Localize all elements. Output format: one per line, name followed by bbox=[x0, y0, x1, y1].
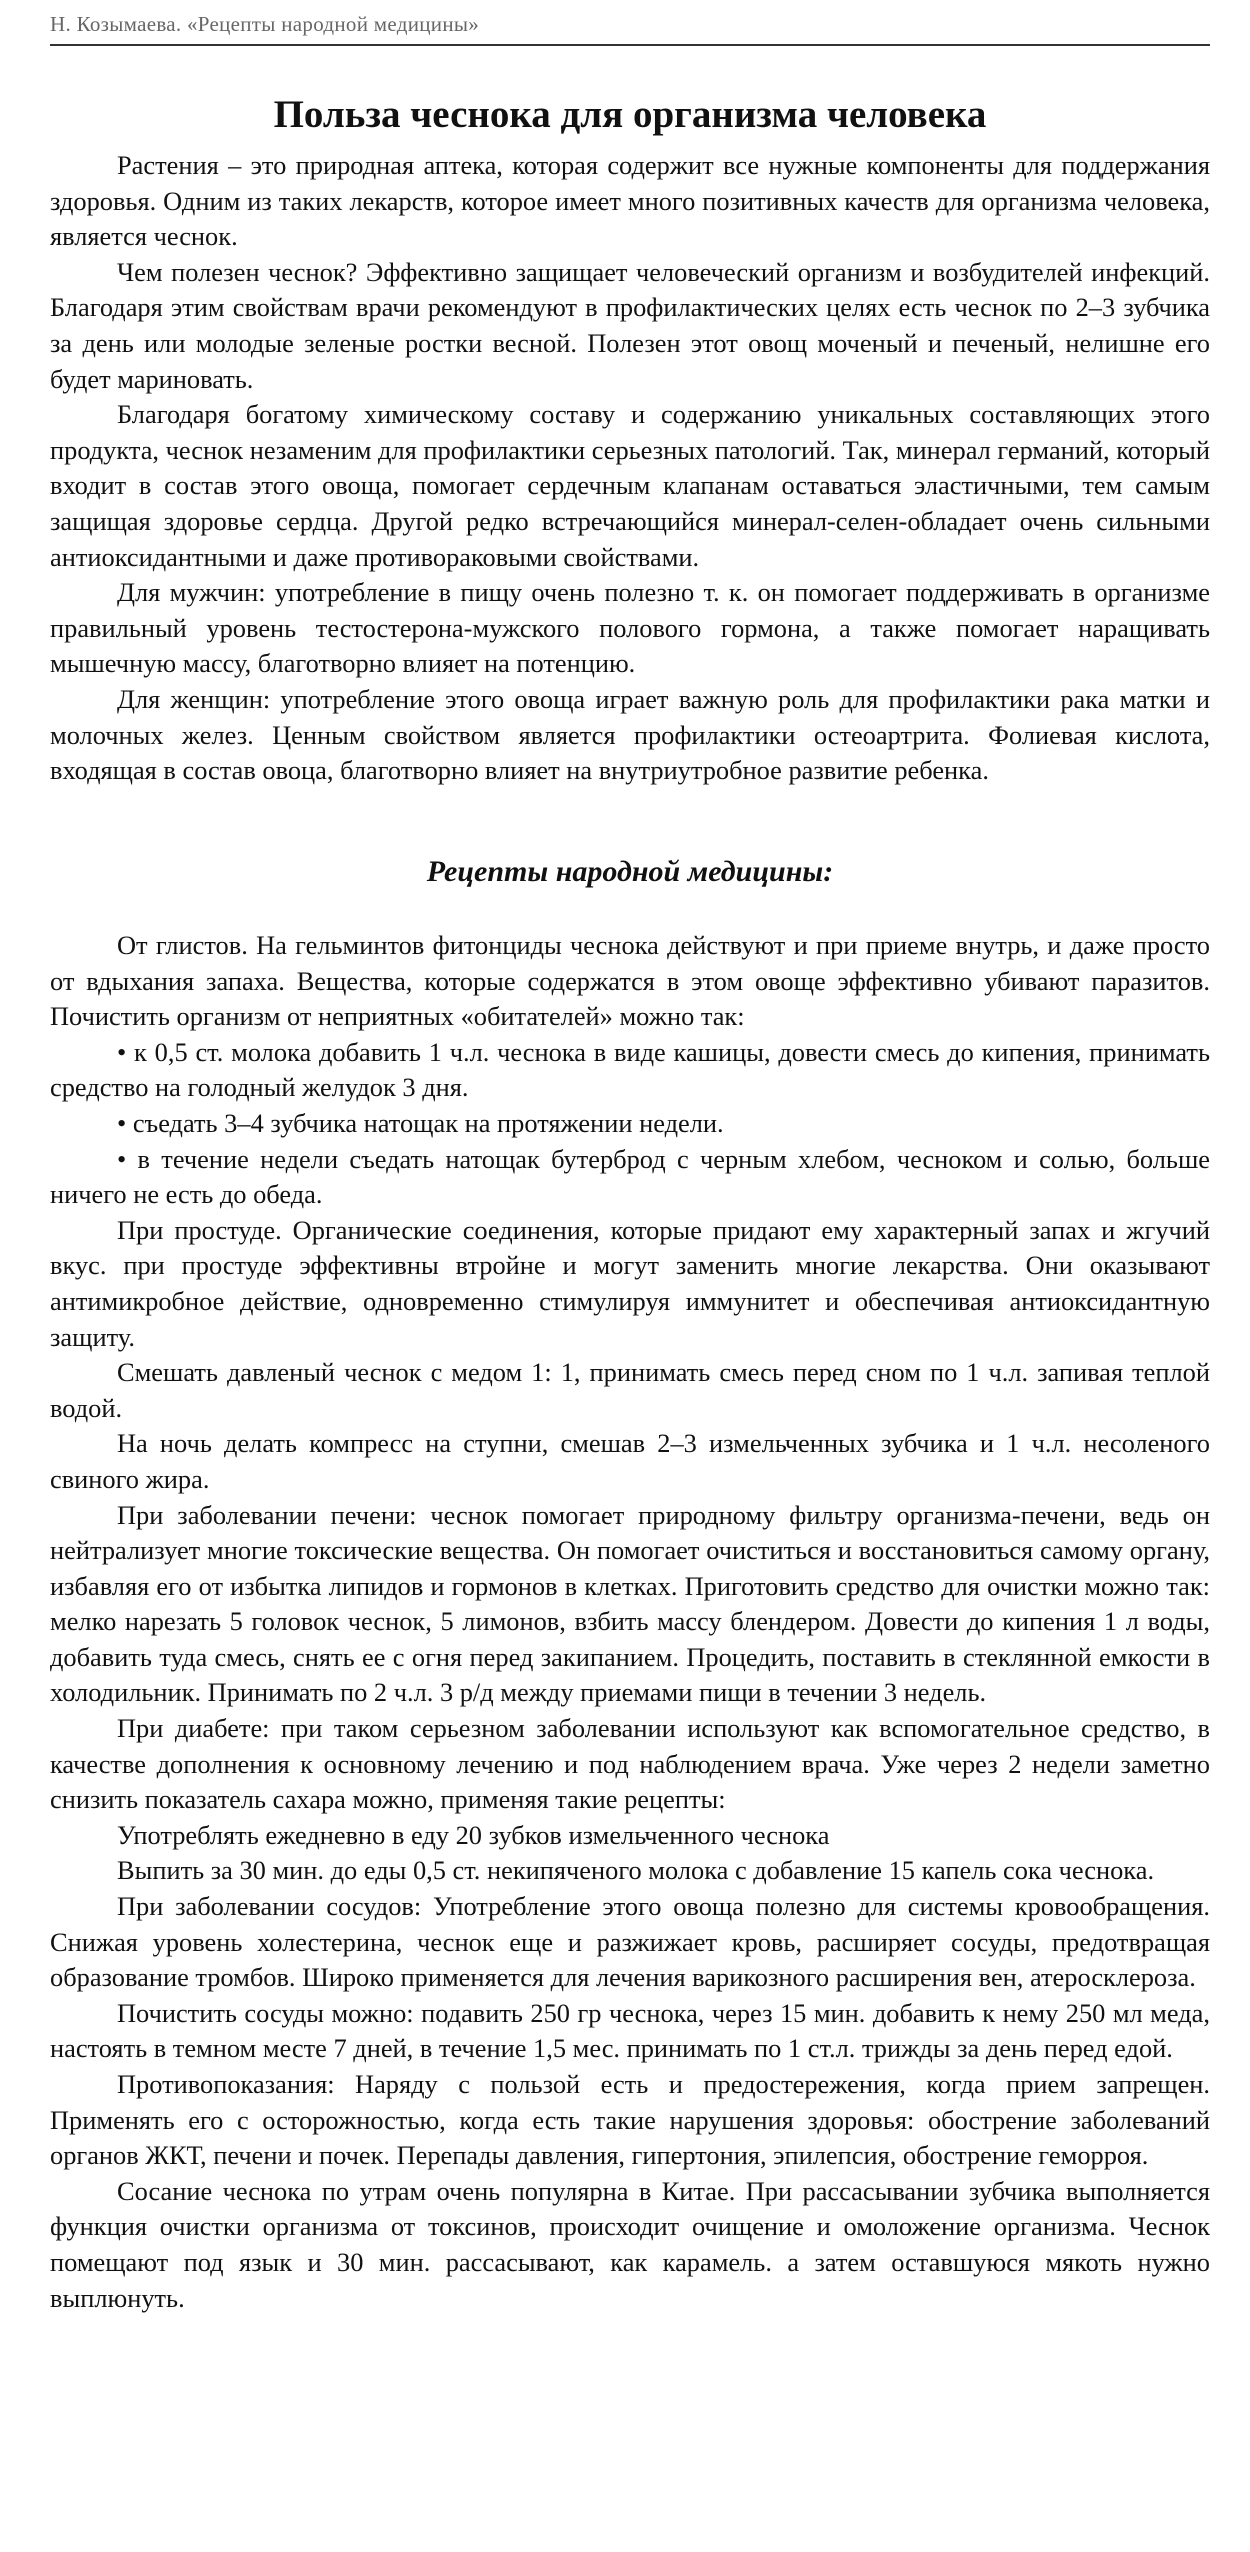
paragraph: Сосание чеснока по утрам очень популярна в Китае. При рассасывании зубчика выполняется функция очистки организма от токсинов, происходит очищение и омоложение организма. Чеснок помещают под язык и 30 мин. рассасывают, как карамель. а затем оставшуюся мякоть нужно выплюнуть. bbox=[50, 2175, 1210, 2313]
paragraph: Для мужчин: употребление в пищу очень полезно т. к. он помогает поддерживать в организме правильный уровень тестостерона-мужского полового гормона, а также помогает наращивать мышечную массу, благотворно влияет на потенцию. bbox=[50, 577, 1210, 679]
paragraph: Противопоказания: Наряду с пользой есть и предостережения, когда прием запрещен. Применять его с осторожностью, когда есть такие нарушения здоровья: обострение заболеваний органов ЖКТ, печени и почек. Перепады давления, гипертония, эпилепсия, обострение геморроя. bbox=[50, 2069, 1210, 2171]
section-heading: Рецепты народной медицины: bbox=[426, 855, 834, 888]
paragraph: Для женщин: употребление этого овоща играет важную роль для профилактики рака матки и молочных желез. Ценным свойством является профилактики остеоартрита. Фолиевая кислота, входящая в состав овоца, благотворно влияет на внутриутробное развитие ребенка. bbox=[50, 683, 1210, 786]
intro-section bbox=[50, 148, 1210, 789]
paragraph: Чем полезен чеснок? Эффективно защищает человеческий организм и возбудителей инфекций. Благодаря этим свойствам врачи рекомендуют в профилактических целях есть чеснок по 2–3 зубчика за день или молодые зеленые ростки весной. Полезен этот овощ моченый и печеный, нелишне его будет мариновать. bbox=[50, 256, 1210, 394]
paragraph: При диабете: при таком серьезном заболевании используют как вспомогательное средство, в качестве дополнения к основному лечению и под наблюдением врача. Уже через 2 недели заметно снизить показатель сахара можно, применяя такие рецепты: bbox=[50, 1713, 1210, 1815]
list-item: • к 0,5 ст. молока добавить 1 ч.л. чеснока в виде кашицы, довести смесь до кипения, принимать средство на голодный желудок 3 дня. bbox=[50, 1036, 1210, 1103]
page-title: Польза чеснока для организма человека bbox=[273, 93, 987, 136]
paragraph: При простуде. Органические соединения, которые придают ему характерный запах и жгучий вкус. при простуде эффективны втройне и могут заменить многие лекарства. Они оказывают антимикробное действие, одновременно стимулируя иммунитет и обеспечивая антиоксидантную защиту. bbox=[50, 1214, 1210, 1352]
paragraph: При заболевании печени: чеснок помогает природному фильтру организма-печени, ведь он нейтрализует многие токсические вещества. Он помогает очиститься и восстановиться самому органу, избавляя его от избытка липидов и гормонов в клетках. Приготовить средство для очистки можно так: мелко нарезать 5 головок чеснок, 5 лимонов, взбить массу блендером. Довести до кипения 1 л воды, добавить туда смесь, снять ее с огня перед закипанием. Процедить, поставить в стеклянной емкости в холодильник. Принимать по 2 ч.л. 3 р/д между приемами пищи в течении 3 недель. bbox=[50, 1499, 1210, 1708]
paragraph: При заболевании сосудов: Употребление этого овоща полезно для системы кровообращения. Снижая уровень холестерина, чеснок еще и разжижает кровь, расширяет сосуды, предотвращая образование тромбов. Широко применяется для лечения варикозного расширения вен, атеросклероза. bbox=[50, 1891, 1210, 1993]
header-rule bbox=[50, 44, 1210, 46]
list-item: • в течение недели съедать натощак бутерброд с черным хлебом, чесноком и солью, больше ничего не есть до обеда. bbox=[50, 1143, 1210, 1210]
paragraph: От глистов. На гельминтов фитонциды чеснока действуют и при приеме внутрь, и даже просто от вдыхания запаха. Вещества, которые содержатся в этом овоще эффективно убивают паразитов. Почистить организм от неприятных «обитателей» можно так: bbox=[50, 930, 1210, 1032]
paragraph: Употреблять ежедневно в еду 20 зубков измельченного чеснока bbox=[117, 1819, 830, 1850]
recipes-section bbox=[50, 928, 1210, 2316]
paragraph: Смешать давленый чеснок с медом 1: 1, принимать смесь перед сном по 1 ч.л. запивая теплой водой. bbox=[50, 1357, 1210, 1423]
paragraph: Выпить за 30 мин. до еды 0,5 ст. некипяченого молока с добавление 15 капель сока чеснока. bbox=[117, 1855, 1155, 1886]
paragraph: Благодаря богатому химическому составу и содержанию уникальных составляющих этого продукта, чеснок незаменим для профилактики серьезных патологий. Так, минерал германий, который входит в состав этого овоща, помогает сердечным клапанам оставаться эластичными, тем самым защищая здоровье сердца. Другой редко встречающийся минерал-селен-обладает очень сильными антиоксидантными и даже противораковыми свойствами. bbox=[50, 399, 1210, 572]
paragraph: Растения – это природная аптека, которая содержит все нужные компоненты для поддержания здоровья. Одним из таких лекарств, которое имеет много позитивных качеств для организма человека, является чеснок. bbox=[50, 150, 1210, 252]
paragraph: На ночь делать компресс на ступни, смешав 2–3 измельченных зубчика и 1 ч.л. несоленого свиного жира. bbox=[50, 1428, 1210, 1494]
running-header: Н. Козымаева. «Рецепты народной медицины» bbox=[50, 12, 480, 36]
paragraph: Почистить сосуды можно: подавить 250 гр чеснока, через 15 мин. добавить к нему 250 мл меда, настоять в темном месте 7 дней, в течение 1,5 мес. принимать по 1 ст.л. трижды за день перед едой. bbox=[50, 1997, 1210, 2064]
list-item: • съедать 3–4 зубчика натощак на протяжении недели. bbox=[117, 1107, 724, 1138]
